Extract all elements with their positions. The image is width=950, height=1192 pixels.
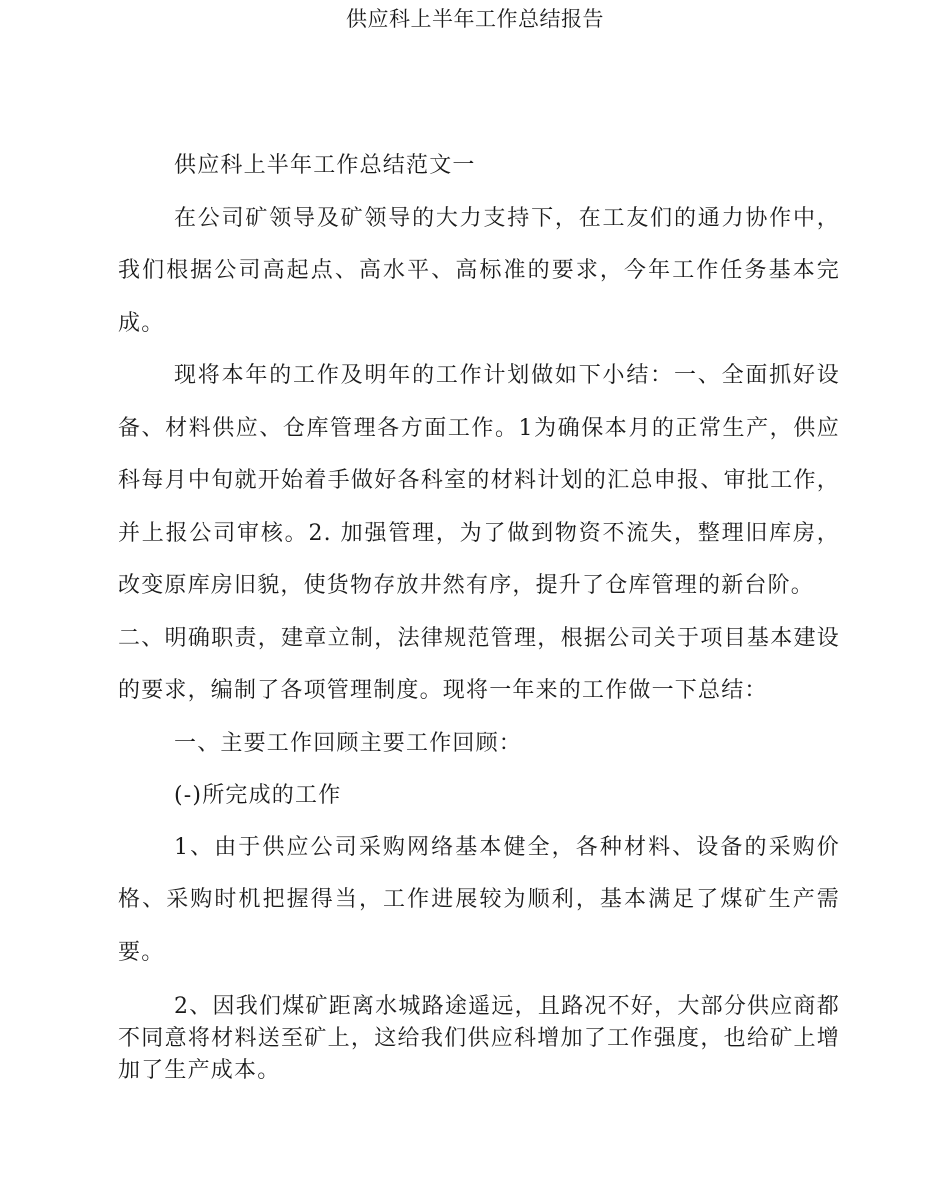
heading-completed-work: (-)所完成的工作 (174, 782, 342, 808)
list-item-2: 2、因我们煤矿距离水城路途遥远，且路况不好，大部分供应商都不同意将材料送至矿上，这给我们供应科增加了工作强度，也给矿上增加了生产成本。 (118, 994, 840, 1083)
paragraph-summary: 现将本年的工作及明年的工作计划做如下小结：一、全面抓好设备、材料供应、仓库管理各方面工作。1为确保本月的正常生产，供应科每月中旬就开始着手做好各科室的材料计划的汇总申报、审批工作，并上报公司审核。2. 加强管理，为了做到物资不流失，整理旧库房，改变原库房旧貌，使货物存放井然有序，提升了仓库管理的新台阶。 (118, 363, 840, 598)
paragraph-intro: 在公司矿领导及矿领导的大力支持下，在工友们的通力协作中，我们根据公司高起点、高水平、高标准的要求，今年工作任务基本完成。 (118, 205, 840, 336)
page-header-title: 供应科上半年工作总结报告 (346, 7, 604, 31)
document-body (118, 140, 840, 1087)
paragraph-responsibilities: 二、明确职责，建章立制，法律规范管理，根据公司关于项目基本建设的要求，编制了各项管理制度。现将一年来的工作做一下总结： (118, 625, 840, 703)
list-item-1: 1、由于供应公司采购网络基本健全，各种材料、设备的采购价格、采购时机把握得当，工作进展较为顺利，基本满足了煤矿生产需要。 (118, 834, 840, 965)
heading-main-work-review: 一、主要工作回顾主要工作回顾： (174, 730, 523, 756)
section-title: 供应科上半年工作总结范文一 (174, 153, 476, 178)
